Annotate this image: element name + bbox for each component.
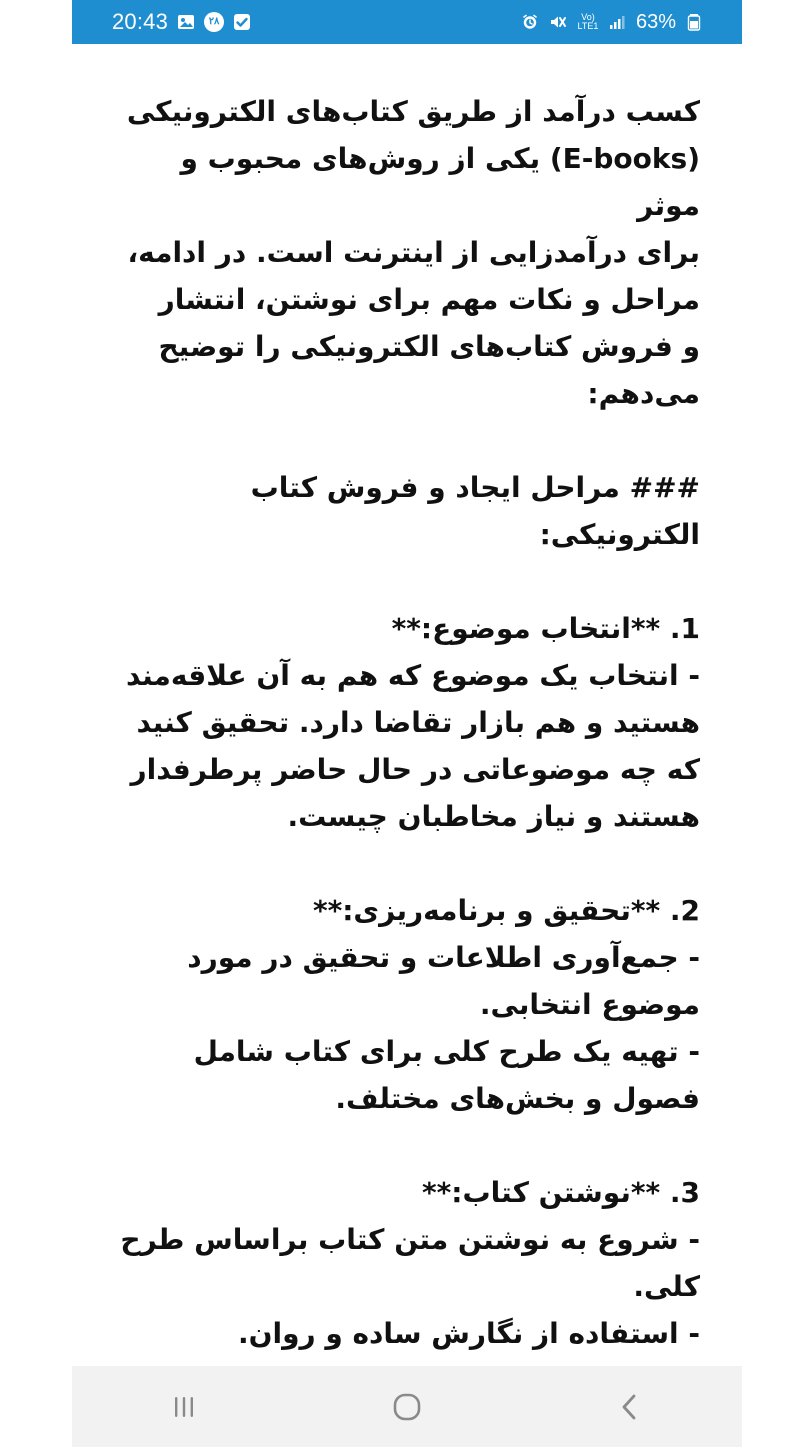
back-button[interactable]: [600, 1377, 660, 1437]
step-3-body: - شروع به نوشتن متن کتاب براساس طرح کلی. - استفاده از نگارش ساده و روان.: [120, 1223, 700, 1350]
recent-apps-button[interactable]: [154, 1377, 214, 1437]
step-2-body: - جمع‌آوری اطلاعات و تحقیق در مورد موضوع انتخابی. - تهیه یک طرح کلی برای کتاب شامل فصول و بخش‌های مختلف.: [187, 941, 700, 1115]
spacer: [114, 558, 700, 605]
status-bar: [72, 0, 742, 44]
spacer: [114, 1122, 700, 1169]
volte-line-2: LTE1: [577, 21, 599, 31]
recent-apps-icon: [168, 1391, 200, 1423]
step-2-title: 2. **تحقیق و برنامه‌ریزی:**: [312, 894, 700, 927]
step-1-body: - انتخاب یک موضوع که هم به آن علاقه‌مند هستید و هم بازار تقاضا دارد. تحقیق کنید که چه موضوعاتی در حال حاضر پرطرفدار هستند و نیاز مخاطبان چیست.: [125, 659, 700, 833]
spacer: [114, 417, 700, 464]
navigation-bar: [72, 1366, 742, 1447]
image-icon: [176, 12, 196, 32]
volte-icon: [576, 13, 600, 31]
signal-icon: [608, 12, 628, 32]
badge-icon: ۲۸: [204, 12, 224, 32]
step-1-title: 1. **انتخاب موضوع:**: [391, 612, 700, 645]
mute-icon: [548, 12, 568, 32]
step-3-title: 3. **نوشتن کتاب:**: [422, 1176, 700, 1209]
intro-paragraph: کسب درآمد از طریق کتاب‌های الکترونیکی (E-books) یکی از روش‌های محبوب و موثر برای درآمدزایی از اینترنت است. در ادامه، مراحل و نکات مهم برای نوشتن، انتشار و فروش کتاب‌های الکترونیکی را توضیح می‌دهم:: [126, 95, 700, 410]
phone-screen: [72, 0, 742, 1447]
back-icon: [616, 1390, 644, 1424]
status-right: [520, 11, 704, 34]
section-heading: ### مراحل ایجاد و فروش کتاب الکترونیکی:: [250, 471, 700, 551]
battery-percent: 63%: [635, 10, 676, 33]
alarm-icon: [520, 12, 540, 32]
home-icon: [390, 1390, 424, 1424]
status-left: [112, 9, 252, 35]
spacer: [114, 840, 700, 887]
home-button[interactable]: [377, 1377, 437, 1437]
volte-line-1: Vo): [581, 12, 595, 22]
status-time: 20:43: [112, 9, 169, 34]
battery-icon: [684, 12, 704, 32]
check-icon: [232, 12, 252, 32]
message-content: [114, 88, 700, 1348]
